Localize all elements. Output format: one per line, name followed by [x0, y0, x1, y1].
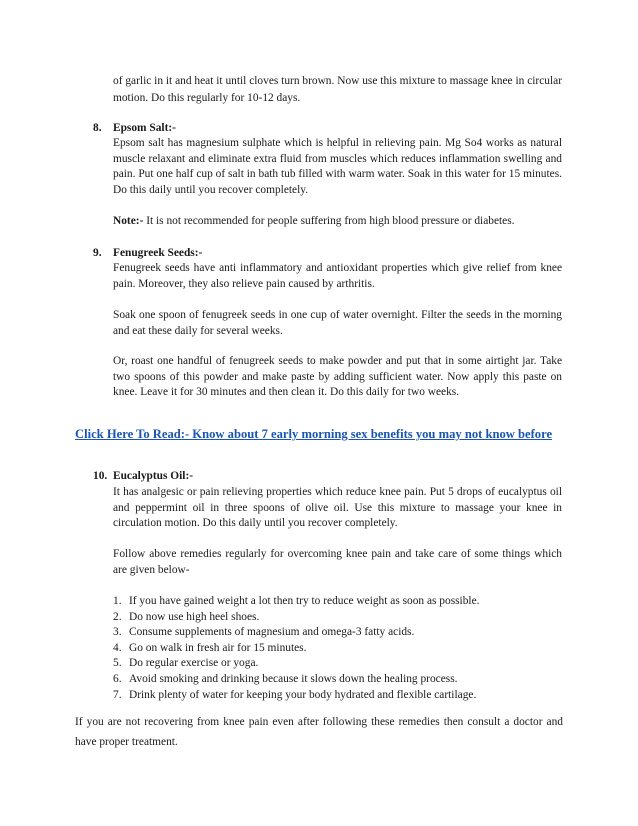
- list-number: 6.: [113, 672, 122, 685]
- garlic-paragraph: of garlic in it and heat it until cloves turn brown. Now use this mixture to massage knee in circular motion. Do this regularly for 10-12 days.: [113, 75, 562, 104]
- eucalyptus-paragraph: It has analgesic or pain relieving properties which reduce knee pain. Put 5 drops of eucalyptus oil and peppermint oil in three spoons of olive oil. Use this mixture to massage your knee in circulation motion. Do this daily until you recover completely.: [113, 486, 562, 530]
- list-text: Drink plenty of water for keeping your body hydrated and flexible cartilage.: [129, 688, 477, 701]
- list-text: Do regular exercise or yoga.: [129, 657, 259, 670]
- note-text: It is not recommended for people suffering from high blood pressure or diabetes.: [143, 215, 515, 227]
- list-text: If you have gained weight a lot then try to reduce weight as soon as possible.: [129, 595, 480, 607]
- list-item: [113, 625, 562, 641]
- fenugreek-paragraph-2: Soak one spoon of fenugreek seeds in one cup of water overnight. Filter the seeds in the morning and eat these daily for several weeks.: [113, 309, 562, 337]
- list-item: [113, 656, 562, 672]
- epsom-salt-note: [113, 214, 562, 230]
- list-text: Go on walk in fresh air for 15 minutes.: [129, 641, 307, 654]
- list-text: Do now use high heel shoes.: [129, 610, 260, 623]
- read-more-link[interactable]: Click Here To Read:- Know about 7 early morning sex benefits you may not know before: [75, 427, 553, 441]
- list-number: 3.: [113, 626, 122, 639]
- epsom-salt-paragraph: Epsom salt has magnesium sulphate which is helpful in relieving pain. Mg So4 works as natural muscle relaxant and eliminate extra fluid from muscles which reduces inflammation swelling and pain. Put one half cup of salt in bath tub filled with warm water. Soak in this water for 15 minutes. Do this daily until you recover completely.: [113, 137, 562, 196]
- note-label: Note:-: [113, 215, 144, 227]
- list-number: 5.: [113, 657, 122, 670]
- fenugreek-paragraph-3: Or, roast one handful of fenugreek seeds to make powder and put that in some airtight jar. Take two spoons of this powder and make paste by adding sufficient water. Now apply this paste on knee. Leave it for 30 minutes and then clean it. Do this daily for two weeks.: [113, 355, 562, 399]
- list-item: [113, 594, 562, 610]
- list-number: 1.: [113, 595, 122, 607]
- list-number: 4.: [113, 641, 122, 654]
- list-item: [113, 688, 562, 704]
- closing-paragraph: If you are not recovering from knee pain even after following these remedies then consult a doctor and have proper treatment.: [75, 716, 563, 748]
- item-number-9: 9.: [93, 247, 102, 259]
- item-number-10: 10.: [93, 470, 108, 482]
- tips-list: [113, 594, 562, 703]
- list-text: Consume supplements of magnesium and omega-3 fatty acids.: [129, 626, 415, 639]
- fenugreek-paragraph-1: Fenugreek seeds have anti inflammatory and antioxidant properties which give relief from knee pain. Moreover, they also relieve pain caused by arthritis.: [113, 262, 562, 290]
- list-item: [113, 672, 562, 688]
- list-item: [113, 641, 562, 657]
- fenugreek-heading: Fenugreek Seeds:-: [113, 247, 203, 259]
- list-item: [113, 610, 562, 626]
- list-number: 2.: [113, 610, 122, 623]
- list-number: 7.: [113, 688, 122, 701]
- eucalyptus-heading: Eucalyptus Oil:-: [113, 470, 194, 482]
- epsom-salt-heading: Epsom Salt:-: [113, 122, 176, 134]
- follow-remedies-paragraph: Follow above remedies regularly for overcoming knee pain and take care of some things which are given below-: [113, 548, 562, 576]
- list-text: Avoid smoking and drinking because it slows down the healing process.: [129, 672, 458, 685]
- item-number-8: 8.: [93, 122, 102, 134]
